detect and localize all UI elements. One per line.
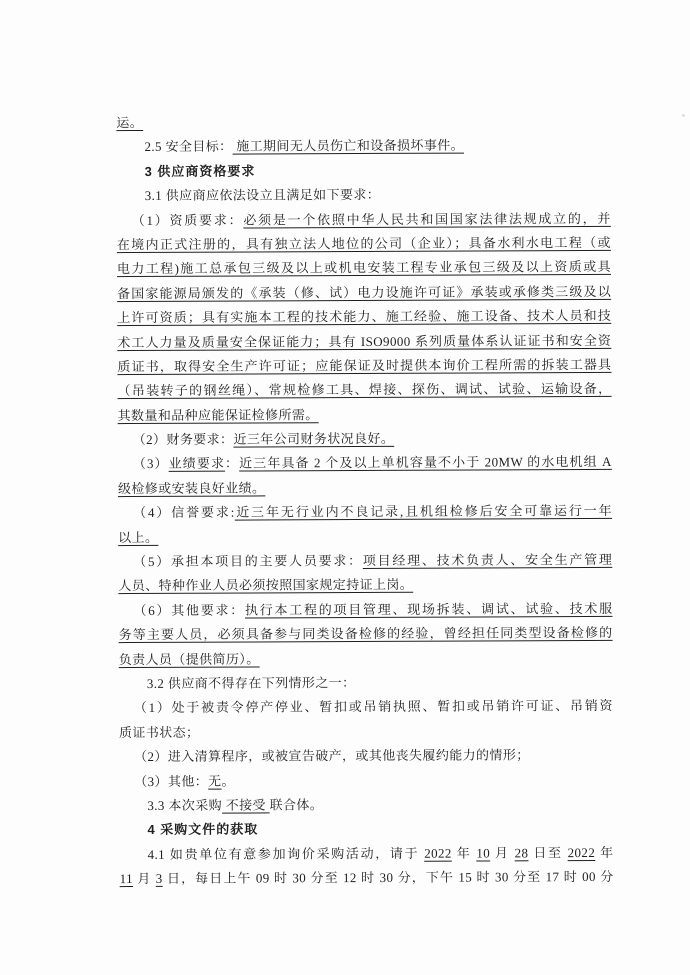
text-line <box>117 255 611 282</box>
text-run: 负责人员（提供简历）。 <box>118 651 260 667</box>
text-run: 质证书，取得安全生产许可证；应能保证及时提供本询价工程所需的拆装工器具 <box>117 356 612 374</box>
text-run: 质证书状态； <box>118 724 200 740</box>
text-run: （6）其他要求： <box>133 602 246 618</box>
text-line <box>119 792 613 819</box>
text-run: 28 <box>514 845 529 861</box>
text-line <box>117 328 611 355</box>
text-line <box>119 743 613 770</box>
text-run: 3.1 供应商应依法设立且满足如下要求： <box>144 187 381 204</box>
text-line <box>117 206 611 233</box>
text-run: （1）资质要求： <box>131 212 244 228</box>
text-run: 无 <box>208 773 222 789</box>
text-run: （2）财务要求： <box>132 431 234 448</box>
text-run: 项目经理、技术负责人、安全生产管理 <box>362 551 613 569</box>
text-run: （1）处于被责令停产停业、暂扣或吊销执照、暂扣或吊销许可证、吊销资 <box>133 698 613 716</box>
text-line <box>118 450 612 477</box>
text-line <box>118 475 612 502</box>
text-line <box>119 670 613 697</box>
text-run: 备国家能源局颁发的《承装（修、试）电力设施许可证》承装或承修类三级及以 <box>117 283 612 301</box>
text-line <box>117 304 611 331</box>
text-run: 4 采购文件的获取 <box>147 821 259 838</box>
text-run: 执行本工程的项目管理、现场拆装、调试、试验、技术服 <box>244 600 613 618</box>
text-line <box>119 719 613 746</box>
text-line <box>118 548 612 575</box>
text-run: 2022 <box>424 845 452 861</box>
text-line <box>118 402 612 429</box>
text-line <box>117 231 611 258</box>
text-run: 年 <box>451 845 477 861</box>
text-line <box>119 621 613 648</box>
text-line <box>120 865 614 892</box>
text-line <box>118 597 612 624</box>
text-run: 3.2 供应商不得存在下列情形之一： <box>146 675 356 691</box>
text-run: 近三年公司财务状况良好。 <box>233 430 395 447</box>
text-run: 其数量和品种应能保证检修所需。 <box>117 406 319 423</box>
text-run: 近三年具备 2 个及以上单机容量不小于 20MW 的水电机组 A <box>239 454 612 472</box>
text-run: 月 <box>132 871 156 887</box>
text-run: （4）信誉要求: <box>133 504 235 521</box>
text-run: 务等主要人员，必须具备参与同类设备检修的经验，曾经担任同类型设备检修的 <box>118 625 613 643</box>
text-line <box>117 182 611 209</box>
text-run: 电力工程)施工总承包三级及以上或机电安装工程专业承包三级及以上资质或具 <box>116 259 612 277</box>
text-run: 2.5 安全目标： <box>144 138 233 155</box>
text-line <box>117 377 611 404</box>
text-line <box>118 499 612 526</box>
text-line <box>117 280 611 307</box>
text-run: （3）其他： <box>134 773 209 789</box>
text-run: 日至 <box>528 844 568 861</box>
text-line <box>119 841 613 868</box>
text-line <box>116 109 610 136</box>
text-run: 3 供应商资格要求 <box>144 163 256 179</box>
text-line <box>119 694 613 721</box>
text-line <box>119 646 613 673</box>
text-run: 11 <box>119 871 134 887</box>
text-run: 业绩要求 <box>168 456 226 472</box>
text-run: 上许可资质；具有实施本工程的技术能力、施工经验、施工设备、技术人员和技 <box>117 308 612 326</box>
text-run: 施工期间无人员伤亡和设备损坏事件。 <box>232 137 465 154</box>
text-run: 3 <box>155 870 163 887</box>
text-run: 月 <box>490 845 515 861</box>
text-run: 联合体。 <box>269 797 324 813</box>
text-run: 人员、特种作业人员必须按照国家规定持证上岗。 <box>118 577 414 594</box>
text-run: 级检修或安装良好业绩。 <box>117 480 266 496</box>
text-line <box>116 133 610 160</box>
text-line <box>118 524 612 551</box>
text-run: 年 <box>595 844 614 860</box>
text-run: 3.3 本次采购 <box>147 797 223 813</box>
document-text-block <box>116 109 613 892</box>
text-run: 近三年无行业内不良记录,且机组检修后安全可靠运行一年 <box>234 503 613 520</box>
text-line <box>118 426 612 453</box>
text-run: 2022 <box>567 844 596 860</box>
text-run: 10 <box>476 845 491 861</box>
scan-speck <box>682 114 685 117</box>
text-run: 运。 <box>116 114 144 131</box>
text-run: （5）承担本项目的主要人员要求： <box>133 553 363 570</box>
text-run: （吊装转子的钢丝绳）、常规检修工具、焊接、探伤、调试、试验、运输设备， <box>117 381 612 399</box>
text-run: 术工人力量及质量安全保证能力；具有 ISO9000 系列质量体系认证证书和安全资 <box>117 332 612 350</box>
text-line <box>119 767 613 794</box>
text-run: 在境内正式注册的，具有独立法人地位的公司（企业）；具备水利水电工程（或 <box>116 234 611 253</box>
text-run: 以上。 <box>118 529 159 545</box>
text-run: 4.1 如贵单位有意参加询价采购活动，请于 <box>147 845 425 862</box>
text-run: 必须是一个依照中华人民共和国国家法律法规成立的，并 <box>243 210 611 228</box>
text-line <box>119 816 613 843</box>
text-line <box>117 158 611 185</box>
text-run: ： <box>225 456 240 472</box>
text-run: 不接受 <box>221 797 270 813</box>
text-line <box>117 353 611 380</box>
text-run: （3） <box>132 456 169 472</box>
text-run: （2）进入清算程序，或被宣告破产，或其他丧失履约能力的情形； <box>134 747 530 765</box>
text-run: 。 <box>221 773 235 789</box>
text-line <box>118 572 612 599</box>
text-run: 日，每日上午 09 时 30 分至 12 时 30 分，下午 15 时 30 分至 17 时 00 分 <box>162 869 614 886</box>
